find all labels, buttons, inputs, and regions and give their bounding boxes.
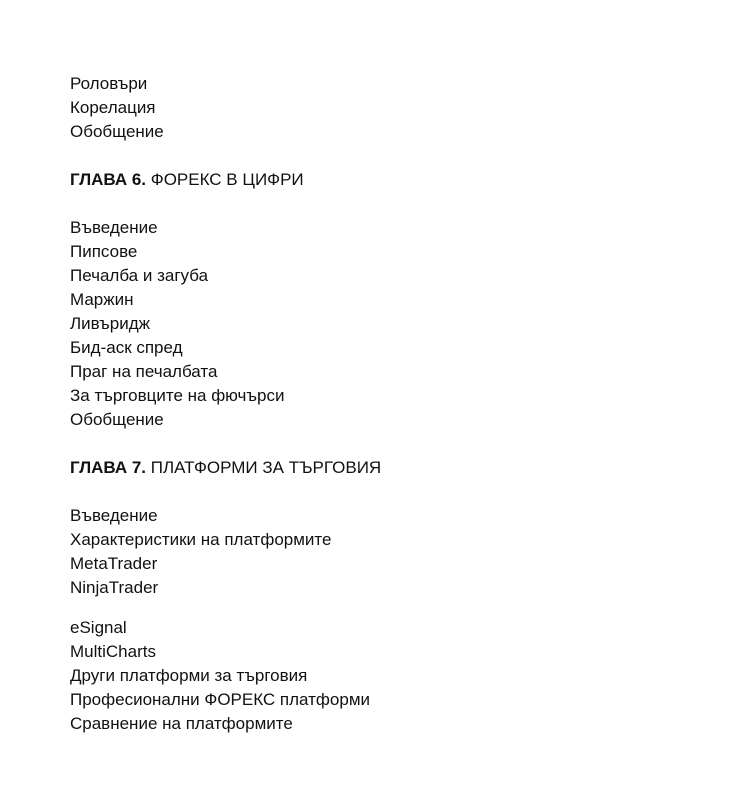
- toc-item: Роловъри: [70, 74, 148, 93]
- toc-item: За търговците на фючърси: [70, 386, 285, 405]
- toc-item: Професионални ФОРЕКС платформи: [70, 690, 370, 709]
- chapter-6-heading: [70, 168, 690, 192]
- toc-item: MetaTrader: [70, 554, 158, 573]
- chapter-7-label: ГЛАВА 7.: [70, 458, 147, 477]
- document-page: [70, 72, 690, 736]
- toc-item: Ливъридж: [70, 314, 150, 333]
- toc-item: Печалба и загуба: [70, 266, 209, 285]
- toc-item: Други платформи за търговия: [70, 666, 308, 685]
- chapter-7-heading: [70, 456, 690, 480]
- chapter-6-title: ФОРЕКС В ЦИФРИ: [150, 170, 304, 189]
- toc-item: Бид-аск спред: [70, 338, 183, 357]
- toc-item: Характеристики на платформите: [70, 530, 332, 549]
- toc-item: Обобщение: [70, 122, 164, 141]
- chapter-7-title: ПЛАТФОРМИ ЗА ТЪРГОВИЯ: [150, 458, 382, 477]
- chapter-6-list: [70, 216, 690, 432]
- toc-item: Въведение: [70, 506, 158, 525]
- toc-item: MultiCharts: [70, 642, 156, 661]
- chapter-6-label: ГЛАВА 6.: [70, 170, 147, 189]
- chapter-7-list-b: [70, 616, 690, 736]
- toc-item: Въведение: [70, 218, 158, 237]
- toc-item: Маржин: [70, 290, 134, 309]
- previous-section-list: [70, 72, 690, 144]
- toc-item: Обобщение: [70, 410, 164, 429]
- toc-item: eSignal: [70, 618, 127, 637]
- toc-item: Сравнение на платформите: [70, 714, 293, 733]
- toc-item: NinjaTrader: [70, 578, 159, 597]
- toc-item: Корелация: [70, 98, 156, 117]
- toc-item: Праг на печалбата: [70, 362, 218, 381]
- toc-item: Пипсове: [70, 242, 138, 261]
- chapter-7-list-a: [70, 504, 690, 600]
